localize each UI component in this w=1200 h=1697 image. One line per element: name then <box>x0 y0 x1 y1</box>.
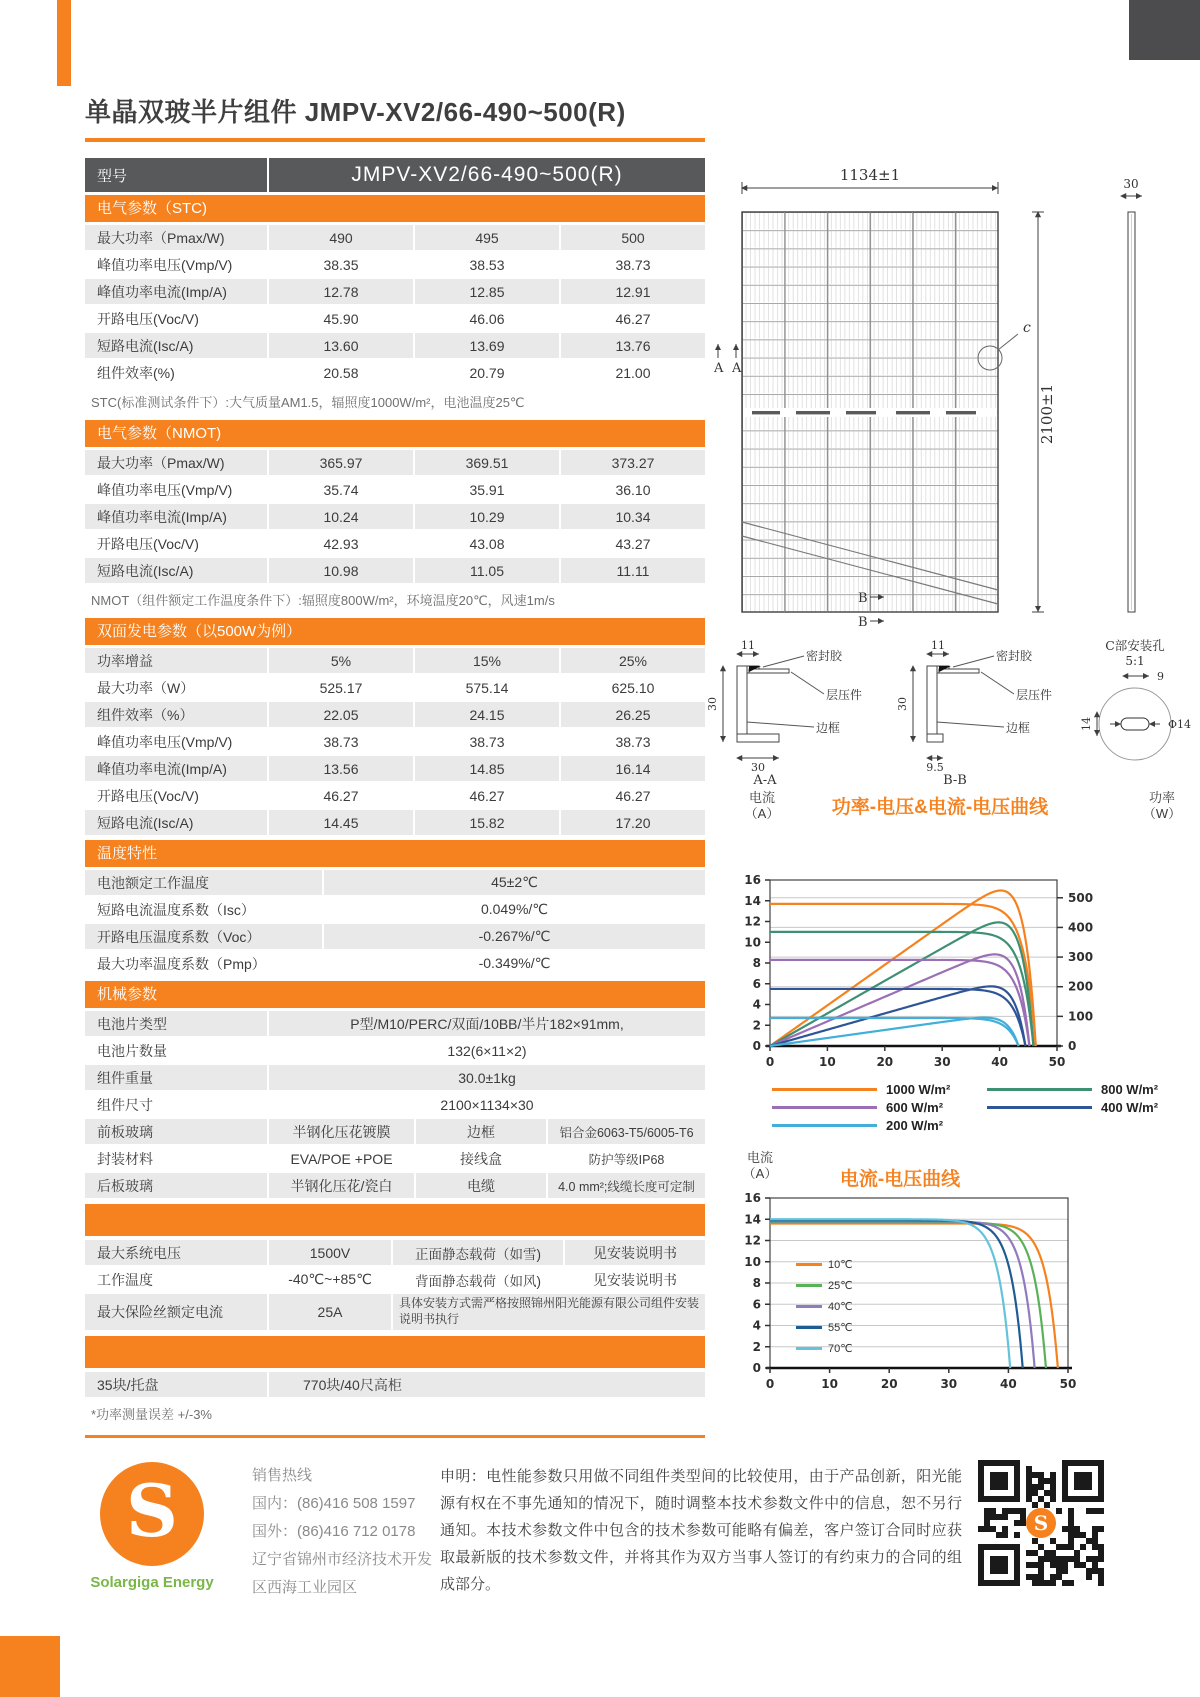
packing-value: 770块/40尺高柜 <box>267 1372 705 1397</box>
dim-label: 11 <box>931 639 945 652</box>
laminate-label: 层压件 <box>826 688 863 702</box>
svg-text:16: 16 <box>744 873 761 887</box>
spec-value: 13.56 <box>267 756 413 781</box>
spec-label: 正面静态载荷（如雪) <box>391 1240 563 1265</box>
detail-c-label: c <box>1023 320 1031 336</box>
spec-label: 电池片类型 <box>97 1015 167 1032</box>
dim-width-label: 1134±1 <box>839 166 901 184</box>
spec-label: 封装材料 <box>97 1150 153 1167</box>
spec-value: 500 <box>559 225 705 250</box>
stc-note: STC(标准测试条件下）:大气质量AM1.5，辐照度1000W/m²，电池温度25℃ <box>91 395 525 410</box>
spec-value: 365.97 <box>267 450 413 475</box>
bottom-rule <box>85 1435 705 1438</box>
spec-value: 11.05 <box>413 558 559 583</box>
company-address: 辽宁省锦州市经济技术开发区西海工业园区 <box>252 1551 433 1596</box>
hole-diameter-label: Φ14 <box>1168 718 1192 731</box>
spec-value: 20.58 <box>267 360 413 385</box>
legend-label: 600 W/m² <box>886 1099 944 1115</box>
spec-value: 0.049%/℃ <box>322 897 705 922</box>
spec-value: 铝合金6063-T5/6005-T6 <box>546 1119 705 1144</box>
spec-value: 10.29 <box>413 504 559 529</box>
spec-label: 电缆 <box>414 1173 546 1198</box>
spec-value: 2100×1134×30 <box>267 1092 705 1117</box>
spec-value: 43.08 <box>413 531 559 556</box>
phone-domestic: 国内：(86)416 508 1597 <box>252 1495 416 1512</box>
table-row <box>85 1294 705 1332</box>
table-row <box>85 558 705 585</box>
table-row <box>85 1146 705 1173</box>
svg-text:12: 12 <box>744 914 761 929</box>
svg-text:100: 100 <box>1068 1009 1094 1024</box>
decor-block-bottom-left <box>0 1636 60 1697</box>
install-note: 具体安装方式需严格按照锦州阳光能源有限公司组件安装说明书执行 <box>391 1294 705 1329</box>
section-caption: B-B <box>943 773 967 786</box>
table-row <box>85 675 705 702</box>
table-row <box>85 870 705 897</box>
legend-swatch <box>772 1106 877 1109</box>
frame-cross-sections <box>690 636 1200 786</box>
spec-value: 25A <box>267 1294 391 1330</box>
spec-value: 35.74 <box>267 477 413 502</box>
spec-value: P型/M10/PERC/双面/10BB/半片182×91mm, <box>267 1011 705 1036</box>
table-row <box>85 477 705 504</box>
spec-label: 开路电压(Voc/V) <box>97 310 199 327</box>
mounting-slot <box>1121 718 1149 730</box>
chart2-legend <box>796 1254 853 1359</box>
packing-label: 35块/托盘 <box>97 1376 159 1393</box>
spec-value: 625.10 <box>559 675 705 700</box>
spec-value: 12.85 <box>413 279 559 304</box>
spec-value: EVA/POE +POE <box>267 1146 414 1171</box>
legend-item <box>796 1275 853 1296</box>
spec-value: 38.73 <box>267 729 413 754</box>
iv-temperature-curves-chart <box>690 1148 1200 1400</box>
spec-label: 电池片数量 <box>97 1042 167 1059</box>
spec-value: 见安装说明书 <box>563 1267 705 1292</box>
table-row <box>85 1267 705 1294</box>
table-row <box>85 897 705 924</box>
spec-value: -40℃~+85℃ <box>267 1267 391 1292</box>
spec-value: 46.27 <box>559 306 705 331</box>
svg-text:16: 16 <box>744 1191 761 1205</box>
spec-value: 12.78 <box>267 279 413 304</box>
contact-block <box>252 1462 437 1602</box>
svg-text:10: 10 <box>819 1055 836 1069</box>
spec-value: 36.10 <box>559 477 705 502</box>
spec-value: 38.53 <box>413 252 559 277</box>
spec-tables <box>85 158 705 1438</box>
svg-text:8: 8 <box>752 1276 761 1290</box>
spec-value: 见安装说明书 <box>563 1240 705 1265</box>
svg-text:14: 14 <box>744 1212 761 1227</box>
spec-label: 最大保险丝额定电流 <box>97 1304 223 1320</box>
spec-value: 半钢化压花/瓷白 <box>267 1173 414 1198</box>
laminate-label: 层压件 <box>1016 688 1053 702</box>
spec-value: 22.05 <box>267 702 413 727</box>
svg-text:4: 4 <box>752 1318 761 1333</box>
svg-text:40: 40 <box>1000 1377 1017 1391</box>
dim-label: 14 <box>1080 717 1093 731</box>
spec-label: 峰值功率电压(Vmp/V) <box>97 733 233 750</box>
table-row <box>85 783 705 810</box>
spec-value: 575.14 <box>413 675 559 700</box>
svg-text:0: 0 <box>765 1055 775 1069</box>
spec-value: 373.27 <box>559 450 705 475</box>
logo-letter: S <box>126 1467 178 1553</box>
spec-label: 短路电流(Isc/A) <box>97 562 194 579</box>
dim-label: 30 <box>896 697 909 711</box>
table-row <box>85 756 705 783</box>
spec-value: 24.15 <box>413 702 559 727</box>
svg-text:10: 10 <box>744 935 761 950</box>
company-logo <box>100 1462 204 1566</box>
section-caption: A-A <box>753 773 777 786</box>
chart1-legend <box>772 1082 1192 1132</box>
table-row <box>85 648 705 675</box>
spec-label: 峰值功率电流(Imp/A) <box>97 760 227 777</box>
dim-label: 9 <box>1157 670 1164 683</box>
qr-code <box>978 1460 1104 1586</box>
dim-label: 30 <box>751 761 765 774</box>
tolerance-note: *功率测量误差 +/-3% <box>91 1407 212 1422</box>
page-title: 单晶双玻半片组件 JMPV-XV2/66-490~500(R) <box>85 97 626 127</box>
table-row <box>85 333 705 360</box>
table-row <box>85 1038 705 1065</box>
table-row <box>85 504 705 531</box>
svg-text:50: 50 <box>1048 1055 1066 1069</box>
legend-swatch <box>796 1305 822 1308</box>
legend-label: 1000 W/m² <box>886 1081 951 1097</box>
spec-label: 短路电流温度系数（Isc） <box>97 901 255 918</box>
spec-value: 46.27 <box>559 783 705 808</box>
svg-text:10: 10 <box>821 1377 838 1391</box>
sealant-label: 密封胶 <box>996 649 1033 663</box>
spec-value: 15% <box>413 648 559 673</box>
legend-label: 40℃ <box>828 1301 853 1313</box>
svg-text:20: 20 <box>880 1377 898 1391</box>
table-row <box>85 1119 705 1146</box>
spec-value: 495 <box>413 225 559 250</box>
spec-label: 最大功率温度系数（Pmp） <box>97 955 266 972</box>
spec-label: 组件效率(%) <box>97 364 175 381</box>
chart1-yright-label: 功率 （W） <box>1142 790 1182 821</box>
spec-value: 1500V <box>267 1240 391 1265</box>
spec-value: 26.25 <box>559 702 705 727</box>
legend-label: 400 W/m² <box>1101 1099 1159 1115</box>
section-mark-b: B <box>858 591 868 606</box>
spec-value: -0.349%/℃ <box>322 951 705 976</box>
legend-item <box>772 1082 987 1096</box>
svg-text:0: 0 <box>765 1377 775 1391</box>
spec-label: 开路电压(Voc/V) <box>97 535 199 552</box>
table-row <box>85 951 705 978</box>
spec-value: 4.0 mm²;线缆长度可定制 <box>546 1173 705 1198</box>
legend-label: 10℃ <box>828 1259 853 1271</box>
svg-text:12: 12 <box>744 1233 761 1248</box>
legend-item <box>796 1338 853 1359</box>
spec-label: 最大功率（Pmax/W) <box>97 454 225 471</box>
section-mark-a: A <box>732 361 742 376</box>
spec-value: 17.20 <box>559 810 705 835</box>
spec-value: 38.73 <box>413 729 559 754</box>
svg-text:30: 30 <box>933 1055 951 1069</box>
svg-text:40: 40 <box>991 1055 1008 1069</box>
spec-value: 11.11 <box>559 558 705 583</box>
spec-value: 14.45 <box>267 810 413 835</box>
spec-value: 38.35 <box>267 252 413 277</box>
legend-label: 55℃ <box>828 1322 853 1334</box>
frame-label: 边框 <box>1006 721 1031 735</box>
svg-text:S: S <box>1033 1511 1049 1535</box>
spec-value: 46.27 <box>413 783 559 808</box>
spec-value: 369.51 <box>413 450 559 475</box>
spec-label: 前板玻璃 <box>97 1123 153 1140</box>
hotline-title: 销售热线 <box>252 1467 313 1484</box>
svg-text:10: 10 <box>744 1254 761 1269</box>
frame-label: 边框 <box>816 721 841 735</box>
model-value: JMPV-XV2/66-490~500(R) <box>351 163 623 186</box>
spec-value: 21.00 <box>559 360 705 385</box>
svg-text:4: 4 <box>752 997 761 1012</box>
table-row <box>85 702 705 729</box>
table-row <box>85 924 705 951</box>
section-header-temperature: 温度特性 <box>85 840 705 867</box>
legend-label: 25℃ <box>828 1280 853 1292</box>
section-header-stc: 电气参数（STC) <box>85 195 705 222</box>
table-row <box>85 1092 705 1119</box>
spec-label: 接线盒 <box>414 1146 546 1171</box>
spec-value: 25% <box>559 648 705 673</box>
spec-value: 30.0±1kg <box>267 1065 705 1090</box>
table-row <box>85 810 705 837</box>
table-row <box>85 225 705 252</box>
spec-value: 半钢化压花镀膜 <box>267 1119 414 1144</box>
spec-value: 5% <box>267 648 413 673</box>
spec-label: 边框 <box>414 1119 546 1144</box>
spec-value: 43.27 <box>559 531 705 556</box>
legend-label: 800 W/m² <box>1101 1081 1159 1097</box>
table-row <box>85 1372 705 1399</box>
svg-text:500: 500 <box>1068 890 1094 905</box>
section-mark-b: B <box>858 615 868 630</box>
mounting-hole-scale: 5:1 <box>1125 654 1145 668</box>
chart2-yleft-label: 电流 （A） <box>742 1150 778 1181</box>
legend-swatch <box>796 1347 822 1350</box>
legend-item <box>987 1100 1192 1114</box>
spec-label: 开路电压温度系数（Voc） <box>97 928 261 945</box>
spec-value: 13.76 <box>559 333 705 358</box>
table-row <box>85 1240 705 1267</box>
svg-text:2: 2 <box>752 1018 761 1033</box>
spec-label: 峰值功率电压(Vmp/V) <box>97 481 233 498</box>
spec-value: 10.24 <box>267 504 413 529</box>
decor-block-top-right <box>1129 0 1200 60</box>
spec-label: 最大功率（W） <box>97 679 195 696</box>
legend-label: 200 W/m² <box>886 1117 944 1133</box>
brand-name: Solargiga Energy <box>90 1574 214 1591</box>
spec-value: 490 <box>267 225 413 250</box>
spec-value: 45.90 <box>267 306 413 331</box>
section-header-bifacial: 双面发电参数（以500W为例） <box>85 618 705 645</box>
table-row <box>85 1065 705 1092</box>
legend-swatch <box>987 1088 1092 1091</box>
spec-value: 46.06 <box>413 306 559 331</box>
svg-text:400: 400 <box>1068 920 1094 935</box>
spec-label: 电池额定工作温度 <box>97 874 209 891</box>
model-row <box>85 158 705 192</box>
spec-value: 13.69 <box>413 333 559 358</box>
svg-text:14: 14 <box>744 893 761 908</box>
spec-label: 组件效率（%） <box>97 706 194 723</box>
legend-item <box>772 1118 987 1132</box>
svg-text:8: 8 <box>752 956 761 970</box>
section-mark-a: A <box>714 361 724 376</box>
spec-label: 开路电压(Voc/V) <box>97 787 199 804</box>
svg-text:200: 200 <box>1068 979 1094 994</box>
module-outline-drawing <box>700 162 1200 632</box>
legend-swatch <box>987 1106 1092 1109</box>
legend-item <box>772 1100 987 1114</box>
spec-label: 组件重量 <box>97 1069 153 1086</box>
spec-value: -0.267%/℃ <box>322 924 705 949</box>
nmot-note: NMOT（组件额定工作温度条件下）:辐照度800W/m²，环境温度20℃，风速1m/s <box>91 593 555 608</box>
spec-value: 防护等级IP68 <box>546 1146 705 1171</box>
legend-label: 70℃ <box>828 1343 853 1355</box>
spec-label: 功率增益 <box>97 652 153 669</box>
table-row <box>85 306 705 333</box>
legend-swatch <box>796 1263 822 1266</box>
svg-text:0: 0 <box>752 1039 761 1053</box>
spec-value: 38.73 <box>559 252 705 277</box>
dim-thickness-label: 30 <box>1123 177 1139 191</box>
svg-text:30: 30 <box>940 1377 958 1391</box>
mounting-hole-title: C部安装孔 <box>1105 638 1165 653</box>
spec-label: 最大系统电压 <box>97 1244 181 1261</box>
sealant-label: 密封胶 <box>806 649 843 663</box>
legend-item <box>796 1254 853 1275</box>
spec-value: 45±2℃ <box>322 870 705 895</box>
svg-text:2: 2 <box>752 1339 761 1354</box>
svg-text:20: 20 <box>876 1055 894 1069</box>
table-row <box>85 450 705 477</box>
spec-value: 20.79 <box>413 360 559 385</box>
svg-text:6: 6 <box>752 1297 761 1312</box>
chart2-title: 电流-电压曲线 <box>839 1169 961 1190</box>
spec-value: 35.91 <box>413 477 559 502</box>
spec-value: 525.17 <box>267 675 413 700</box>
chart1-yleft-label: 电流 （A） <box>744 790 780 821</box>
spec-value: 16.14 <box>559 756 705 781</box>
spec-value: 42.93 <box>267 531 413 556</box>
svg-text:0: 0 <box>752 1361 761 1375</box>
spec-label: 后板玻璃 <box>97 1177 153 1194</box>
legend-item <box>796 1296 853 1317</box>
legend-swatch <box>796 1326 822 1329</box>
table-row <box>85 279 705 306</box>
svg-text:300: 300 <box>1068 950 1094 965</box>
spec-value: 14.85 <box>413 756 559 781</box>
table-row <box>85 1173 705 1200</box>
spec-value: 132(6×11×2) <box>267 1038 705 1063</box>
legal-declaration: 申明：电性能参数只用做不同组件类型间的比较使用，由于产品创新，阳光能源有权在不事先通知的情况下，随时调整本技术参数文件中的信息，恕不另行通知。本技术参数文件中包含的技术参数可能略有偏差，客户签订合同时应获取最新版的技术参数文件，并将其作为双方当事人签订的有约束力的合同的组成部分。 <box>440 1468 962 1593</box>
spec-value: 15.82 <box>413 810 559 835</box>
spec-value: 12.91 <box>559 279 705 304</box>
spec-label: 组件尺寸 <box>97 1096 153 1113</box>
spec-value: 10.34 <box>559 504 705 529</box>
table-row <box>85 252 705 279</box>
spec-label: 峰值功率电压(Vmp/V) <box>97 256 233 273</box>
table-row <box>85 729 705 756</box>
svg-text:6: 6 <box>752 976 761 991</box>
legend-swatch <box>796 1284 822 1287</box>
spec-label: 短路电流(Isc/A) <box>97 337 194 354</box>
legend-item <box>987 1082 1192 1096</box>
model-label: 型号 <box>85 158 269 192</box>
spec-label: 最大功率（Pmax/W) <box>97 229 225 246</box>
svg-text:0: 0 <box>1068 1039 1077 1053</box>
spec-value: 46.27 <box>267 783 413 808</box>
decor-strip-top-left <box>57 0 71 86</box>
spec-value: 38.73 <box>559 729 705 754</box>
dim-label: 30 <box>706 697 719 711</box>
table-row <box>85 531 705 558</box>
legend-item <box>796 1317 853 1338</box>
chart1-title: 功率-电压&电流-电压曲线 <box>831 797 1049 818</box>
phone-international: 国外：(86)416 712 0178 <box>252 1523 416 1540</box>
section-band <box>85 1204 705 1236</box>
spec-value: 10.98 <box>267 558 413 583</box>
dim-label: 9.5 <box>926 761 944 774</box>
table-row <box>85 360 705 387</box>
spec-label: 背面静态载荷（如风) <box>391 1267 563 1292</box>
spec-label: 短路电流(Isc/A) <box>97 814 194 831</box>
section-header-nmot: 电气参数（NMOT) <box>85 420 705 447</box>
svg-text:50: 50 <box>1059 1377 1077 1391</box>
spec-label: 峰值功率电流(Imp/A) <box>97 508 227 525</box>
dim-label: 11 <box>741 639 755 652</box>
table-row <box>85 1011 705 1038</box>
section-header-mechanical: 机械参数 <box>85 981 705 1008</box>
spec-label: 工作温度 <box>97 1271 153 1288</box>
legend-swatch <box>772 1088 877 1091</box>
legend-swatch <box>772 1124 877 1127</box>
section-band <box>85 1336 705 1368</box>
title-rule <box>85 138 705 142</box>
dim-height-label: 2100±1 <box>1038 383 1056 445</box>
spec-label: 峰值功率电流(Imp/A) <box>97 283 227 300</box>
spec-value: 13.60 <box>267 333 413 358</box>
